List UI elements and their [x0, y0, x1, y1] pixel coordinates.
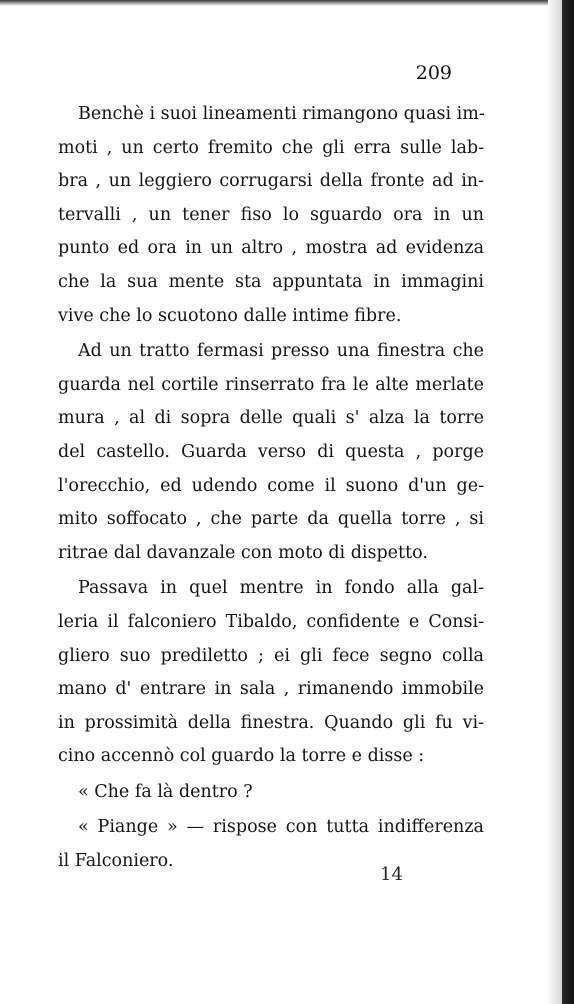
- text-line: in prossimità della finestra. Quando gli fu vi-: [58, 712, 484, 733]
- text-line: « Piange » — rispose con tutta indifferenza: [78, 817, 484, 838]
- text-line: mura , al di sopra delle quali s' alza la torre: [58, 408, 484, 429]
- text-line: il Falconiero.: [58, 851, 174, 872]
- text-line: guarda nel cortile rinserrato fra le alte merlate: [58, 374, 484, 395]
- body-text: [58, 98, 484, 879]
- text-line: Ad un tratto fermasi presso una finestra che: [78, 341, 484, 362]
- text-line: Passava in quel mentre in fondo alla gal-: [78, 578, 484, 599]
- text-line: vive che lo scuotono dalle intime fibre.: [58, 305, 402, 326]
- text-line: tervalli , un tener fiso lo sguardo ora in un: [58, 204, 484, 225]
- text-line: ritrae dal davanzale con moto di dispetto.: [58, 542, 428, 563]
- text-line: mano d' entrare in sala , rimanendo immobile: [58, 679, 484, 700]
- text-line: gliero suo prediletto ; ei gli fece segno colla: [58, 645, 484, 666]
- text-line: bra , un leggiero corrugarsi della fronte ad in-: [58, 171, 484, 192]
- paragraph-1: [58, 98, 484, 333]
- text-line: cino accennò col guardo la torre e disse :: [58, 746, 425, 767]
- text-line: punto ed ora in un altro , mostra ad evidenza: [58, 238, 484, 259]
- page-top-edge: [0, 0, 562, 6]
- text-line: « Che fa là dentro ?: [78, 781, 253, 802]
- text-line: che la sua mente sta appuntata in immagini: [58, 271, 484, 292]
- paragraph-5: [58, 811, 484, 878]
- signature-mark: 14: [380, 864, 403, 885]
- paragraph-3: [58, 572, 484, 774]
- text-line: moti , un certo fremito che gli erra sulle lab-: [58, 137, 484, 158]
- text-line: del castello. Guarda verso di questa , porge: [58, 441, 484, 462]
- text-line: leria il falconiero Tibaldo, confidente e Consi-: [58, 611, 484, 632]
- text-line: Benchè i suoi lineamenti rimangono quasi im-: [78, 104, 485, 124]
- page-right-edge: [562, 0, 574, 1004]
- page-number: 209: [415, 62, 452, 84]
- text-line: mito soffocato , che parte da quella torre , si: [58, 509, 484, 530]
- paragraph-2: [58, 335, 484, 570]
- text-line: l'orecchio, ed udendo come il suono d'un ge-: [58, 475, 484, 496]
- paragraph-4: [58, 776, 484, 810]
